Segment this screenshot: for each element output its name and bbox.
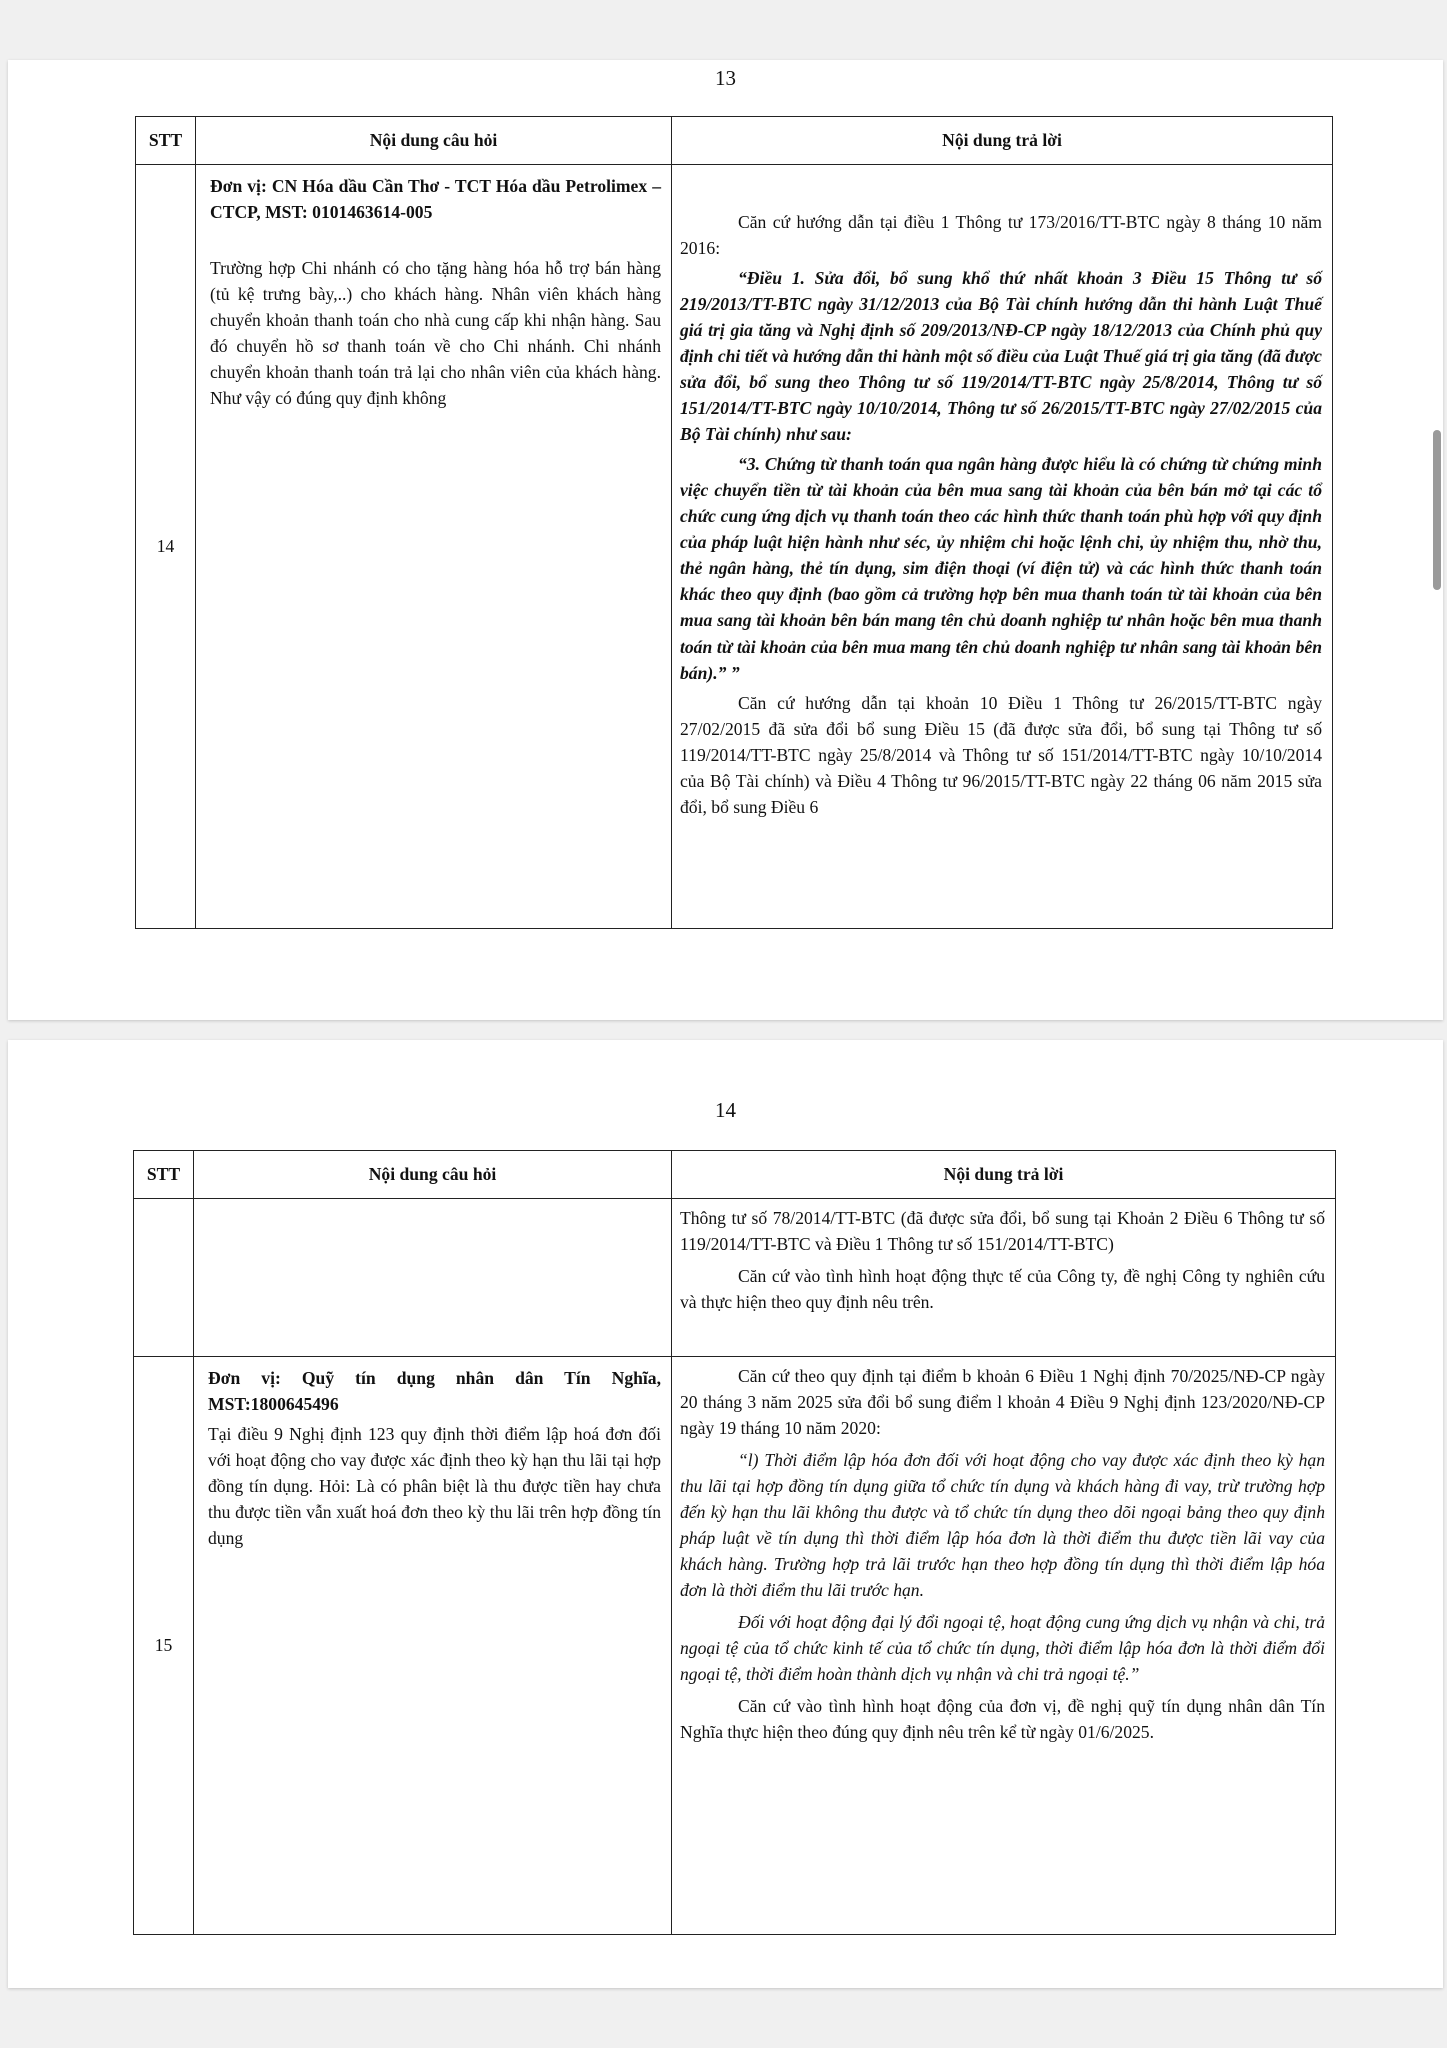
unit-name: Đơn vị: CN Hóa dầu Cần Thơ - TCT Hóa dầu Petrolimex – CTCP, MST: 0101463614-005 [210,176,661,223]
table-row [134,1357,1336,1935]
answer-quote-heading: “Điều 1. Sửa đổi, bổ sung khổ thứ nhất khoản 3 Điều 15 Thông tư số 219/2013/TT-BTC ngày 31/12/2013 của Bộ Tài chính hướng dẫn thi hành Luật Thuế giá trị gia tăng và Nghị định số 209/2013/NĐ-CP ngày 18/12/2013 của Chính phủ quy định chi tiết và hướng dẫn thi hành một số điều của Luật Thuế giá trị gia tăng (đã được sửa đổi, bổ sung theo Thông tư số 119/2014/TT-BTC ngày 25/8/2014, Thông tư số 151/2014/TT-BTC ngày 10/10/2014, Thông tư số 26/2015/TT-BTC ngày 27/02/2015 của Bộ Tài chính) như sau: [680,268,1322,445]
answer-paragraph: Căn cứ vào tình hình hoạt động thực tế của Công ty, đề nghị Công ty nghiên cứu và thực hiện theo quy định nêu trên. [680,1266,1325,1313]
answer-paragraph: Căn cứ theo quy định tại điểm b khoản 6 Điều 1 Nghị định 70/2025/NĐ-CP ngày 20 tháng 3 năm 2025 sửa đổi bổ sung điểm l khoản 4 Điều 9 Nghị định 123/2020/NĐ-CP ngày 19 tháng 10 năm 2020: [680,1366,1325,1439]
table-row [136,165,1333,929]
row-stt [134,1199,194,1357]
header-answer: Nội dung trả lời [672,117,1333,165]
question-cell [194,1199,672,1357]
header-stt: STT [136,117,196,165]
scrollbar-thumb[interactable] [1433,430,1441,590]
answer-paragraph: Căn cứ hướng dẫn tại điều 1 Thông tư 173/2016/TT-BTC ngày 8 tháng 10 năm 2016: [680,212,1322,259]
table-header-row [134,1151,1336,1199]
answer-paragraph: Thông tư số 78/2014/TT-BTC (đã được sửa đổi, bổ sung tại Khoản 2 Điều 6 Thông tư số 119/2014/TT-BTC và Điều 1 Thông tư số 151/2014/TT-BTC) [680,1208,1325,1255]
answer-cell [672,165,1333,929]
question-text: Trường hợp Chi nhánh có cho tặng hàng hóa hỗ trợ bán hàng (tủ kệ trưng bày,..) cho khách hàng. Nhân viên khách hàng chuyển khoản thanh toán cho nhà cung cấp khi nhận hàng. Sau đó chuyển hồ sơ thanh toán về cho Chi nhánh. Chi nhánh chuyển khoản thanh toán trả lại cho nhân viên của khách hàng. Như vậy có đúng quy định không [210,258,661,409]
answer-paragraph: Căn cứ vào tình hình hoạt động của đơn vị, đề nghị quỹ tín dụng nhân dân Tín Nghĩa thực hiện theo đúng quy định nêu trên kể từ ngày 01/6/2025. [680,1696,1325,1743]
answer-quote: Đối với hoạt động đại lý đổi ngoại tệ, hoạt động cung ứng dịch vụ nhận và chi, trả ngoại tệ của tổ chức kinh tế của tổ chức tín dụng, thời điểm lập hóa đơn là thời điểm đổi ngoại tệ, thời điểm hoàn thành dịch vụ nhận và chi trả ngoại tệ.” [680,1612,1325,1685]
header-answer: Nội dung trả lời [672,1151,1336,1199]
qa-table [133,1150,1336,1935]
page-number: 13 [715,66,736,90]
answer-cell [672,1357,1336,1935]
question-cell [194,1357,672,1935]
unit-name: Đơn vị: Quỹ tín dụng nhân dân Tín Nghĩa, MST:1800645496 [208,1368,661,1415]
row-stt: 15 [134,1357,194,1935]
header-stt: STT [134,1151,194,1199]
table-row [134,1199,1336,1357]
row-stt: 14 [136,165,196,929]
header-question: Nội dung câu hỏi [194,1151,672,1199]
qa-table [135,116,1333,929]
table-header-row [136,117,1333,165]
question-text: Tại điều 9 Nghị định 123 quy định thời điểm lập hoá đơn đối với hoạt động cho vay được xác định theo kỳ hạn thu lãi tại hợp đồng tín dụng. Hỏi: Là có phân biệt là thu được tiền hay chưa thu được tiền vẫn xuất hoá đơn theo kỳ thu lãi trên hợp đồng tín dụng [208,1424,661,1549]
document-page-13 [8,60,1443,1020]
question-cell [196,165,672,929]
document-page-14 [8,1040,1443,1988]
header-question: Nội dung câu hỏi [196,117,672,165]
answer-paragraph: Căn cứ hướng dẫn tại khoản 10 Điều 1 Thông tư 26/2015/TT-BTC ngày 27/02/2015 đã sửa đổi bổ sung Điều 15 (đã được sửa đổi, bổ sung tại Thông tư số 119/2014/TT-BTC ngày 25/8/2014 và Thông tư số 151/2014/TT-BTC ngày 10/10/2014 của Bộ Tài chính) và Điều 4 Thông tư 96/2015/TT-BTC ngày 22 tháng 06 năm 2015 sửa đổi, bổ sung Điều 6 [680,692,1322,817]
answer-quote: “l) Thời điểm lập hóa đơn đối với hoạt động cho vay được xác định theo kỳ hạn thu lãi tại hợp đồng tín dụng giữa tổ chức tín dụng và khách hàng đi vay, trừ trường hợp đến kỳ hạn thu lãi không thu được và tổ chức tín dụng theo dõi ngoại bảng theo quy định pháp luật về tín dụng thì thời điểm lập hóa đơn là thời điểm thu được tiền lãi vay của khách hàng. Trường hợp trả lãi trước hạn theo hợp đồng tín dụng thì thời điểm lập hóa đơn là thời điểm thu lãi trước hạn. [680,1450,1325,1601]
page-number: 14 [715,1098,736,1122]
answer-cell [672,1199,1336,1357]
answer-quote-body: “3. Chứng từ thanh toán qua ngân hàng được hiểu là có chứng từ chứng minh việc chuyển tiền từ tài khoản của bên mua sang tài khoản của bên bán mở tại các tổ chức cung ứng dịch vụ thanh toán theo các hình thức thanh toán phù hợp với quy định của pháp luật hiện hành như séc, ủy nhiệm chi hoặc lệnh chi, ủy nhiệm thu, nhờ thu, thẻ ngân hàng, thẻ tín dụng, sim điện thoại (ví điện tử) và các hình thức thanh toán khác theo quy định (bao gồm cả trường hợp bên mua thanh toán từ tài khoản của bên mua sang tài khoản bên bán mang tên chủ doanh nghiệp tư nhân hoặc bên mua thanh toán từ tài khoản của bên mua mang tên chủ doanh nghiệp tư nhân sang tài khoản bên bán).” ” [680,454,1322,683]
